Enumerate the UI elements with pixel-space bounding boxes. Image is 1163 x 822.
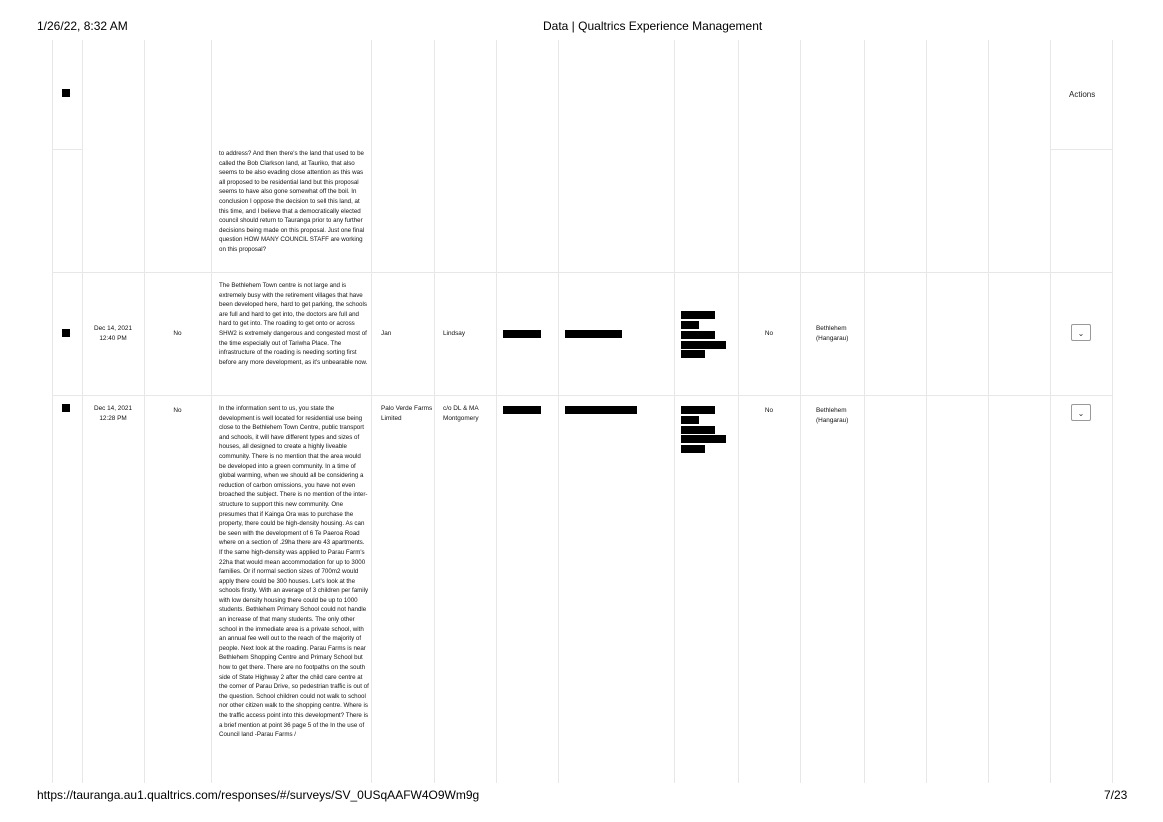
redacted-field bbox=[681, 321, 699, 329]
row-checkbox[interactable] bbox=[62, 404, 70, 412]
response-no: No bbox=[173, 330, 182, 337]
print-url: https://tauranga.au1.qualtrics.com/responses/#/surveys/SV_0USqAAFW4O9Wm9g bbox=[37, 788, 480, 802]
redacted-field bbox=[565, 406, 637, 414]
chevron-down-icon: ⌄ bbox=[1077, 329, 1085, 338]
redacted-field bbox=[681, 350, 705, 358]
print-datetime: 1/26/22, 8:32 AM bbox=[37, 19, 128, 33]
area: Bethlehem (Hangarau) bbox=[816, 325, 849, 342]
response-no: No bbox=[173, 407, 182, 414]
row-checkbox[interactable] bbox=[62, 329, 70, 337]
first-name: Jan bbox=[381, 330, 392, 337]
first-name: Palo Verde Farms Limited bbox=[381, 405, 433, 422]
last-name: c/o DL & MA Montgomery bbox=[443, 405, 479, 422]
last-name: Lindsay bbox=[443, 330, 466, 337]
redacted-field bbox=[681, 341, 726, 349]
redacted-field bbox=[681, 416, 699, 424]
redacted-field bbox=[681, 426, 715, 434]
response-comment: to address? And then there's the land that used to be called the Bob Clarkson land, at Tauriko, that also seems to be also evading close attention as this was all proposed to be residential land but this proposal seems to have also gone somewhat off the boil. In conclusion I oppose the decision to sell this land, at this time, and I believe that a democratically elected council should return to Tauranga prior to any further decisions being made on this proposal. Just one final question HOW MANY COUNCIL STAFF are working on this proposal? bbox=[219, 150, 365, 253]
actions-column-header: Actions bbox=[1069, 90, 1096, 99]
select-all-checkbox[interactable] bbox=[62, 89, 70, 97]
redacted-field bbox=[503, 406, 541, 414]
redacted-field bbox=[681, 331, 715, 339]
redacted-field bbox=[565, 330, 622, 338]
redacted-field bbox=[681, 406, 715, 414]
row-actions-button[interactable] bbox=[1071, 324, 1091, 341]
response-comment: The Bethlehem Town centre is not large and is extremely busy with the retirement villages that have been developed here, hard to get parking, the schools are full and hard to get into, the doctors are full and hard to get into. The roading to get onto or across SHW2 is extremely dangerous and congested most of the time especially out of Tariwha Place. The infrastructure of the roading is needing sorting first before any more development, as it's unbearable now. bbox=[219, 282, 368, 366]
print-title: Data | Qualtrics Experience Management bbox=[543, 19, 763, 33]
response-date: Dec 14, 2021 12:28 PM bbox=[93, 405, 133, 422]
redacted-field bbox=[681, 311, 715, 319]
response-no: No bbox=[764, 407, 774, 414]
redacted-field bbox=[503, 330, 541, 338]
chevron-down-icon: ⌄ bbox=[1077, 409, 1085, 418]
response-no: No bbox=[764, 330, 774, 337]
redacted-field bbox=[681, 445, 705, 453]
page-number: 7/23 bbox=[1104, 788, 1128, 802]
response-comment: In the information sent to us, you state the development is well located for residential use being close to the Bethlehem Town Centre, public transport and schools, it will have different types and sizes of houses, all designed to create a highly liveable community. There is no mention that the area would be developed into a green community. In a time of global warming, when we should all be considering a reduction of carbon omissions, you have not even broached the subject. There is no mention of the inter-structure to support this new community. One presumes that if Kainga Ora was to purchase the property, there could be high-density housing. As can be seen with the development of 6 Te Paeroa Road where on a section of .29ha there are 43 apartments. If the same high-density was applied to Parau Farm's 22ha that would mean accommodation for up to 3000 families. Or if normal section sizes of 700m2 would apply there could be 300 houses. Let's look at the schools firstly. With an average of 3 children per family with low density housing there could be up to 1000 students. Bethlehem Primary School could not handle an increase of that many students. The only other school in the immediate area is a private school, with an annual fee well out to the reach of the majority of people. Next look at the roading. Parau Farms is near Bethlehem Shopping Centre and Primary School but how to get there. There are no footpaths on the south side of State Highway 2 after the child care centre at the corner of Parau Drive, so pedestrian traffic is out of the question. School children could not walk to school nor other citizen walk to the shopping centre. Where is the traffic access point into this development? There is a brief mention at point 36 page 5 of the In the use of Council land -Parau Farms / bbox=[219, 405, 369, 739]
area: Bethlehem (Hangarau) bbox=[816, 407, 849, 424]
responses-table bbox=[52, 40, 1113, 783]
row-actions-button[interactable] bbox=[1071, 404, 1091, 421]
redacted-field bbox=[681, 435, 726, 443]
response-date: Dec 14, 2021 12:40 PM bbox=[93, 325, 133, 342]
